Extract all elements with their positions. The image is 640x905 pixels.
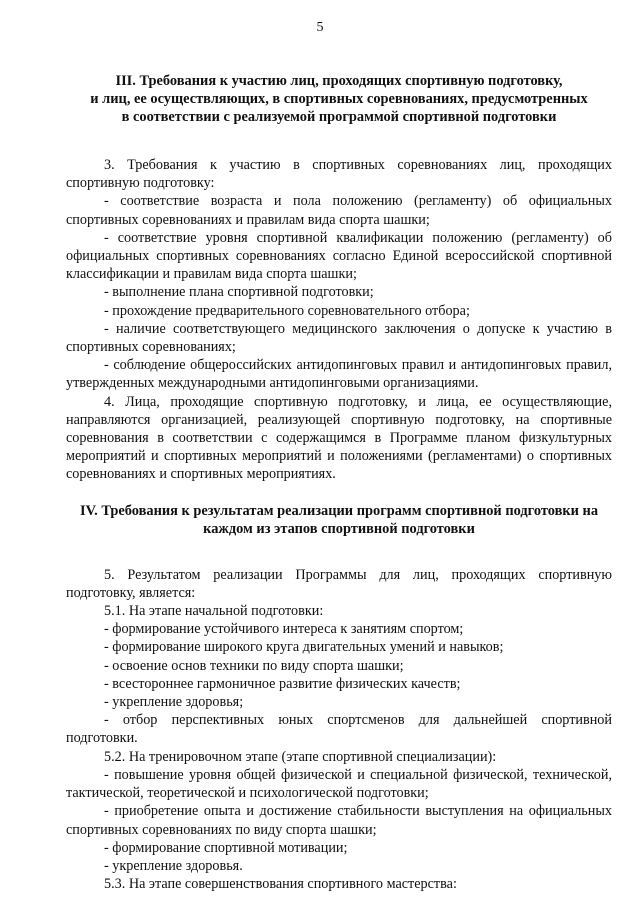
heading-line: каждом из этапов спортивной подготовки [203,520,475,537]
list-item: - освоение основ техники по виду спорта шашки; [104,657,404,674]
list-item: - укрепление здоровья; [104,694,244,711]
list-item: - формирование спортивной мотивации; [104,839,348,856]
heading-line: IV. Требования к результатам реализации программ спортивной подготовки на [79,502,599,519]
paragraph: 3. Требования к участию в спортивных соревнованиях лиц, проходящих спортивную подготовку: [66,157,612,192]
subsection-title: 5.1. На этапе начальной подготовки: [104,603,324,620]
list-item: - соответствие возраста и пола положению (регламенту) об официальных спортивных соревнованиях и правилам вида спорта шашки; [66,193,612,228]
section-4-body [66,566,612,894]
heading-line: и лиц, ее осуществляющих, в спортивных соревнованиях, предусмотренных [90,91,588,107]
list-item: - соблюдение общероссийских антидопинговых правил и антидопинговых правил, утвержденных международными антидопинговыми организациями. [66,357,612,392]
heading-line: в соответствии с реализуемой программой спортивной подготовки [121,109,557,125]
section-3-heading [66,72,612,126]
list-item: - всестороннее гармоничное развитие физических качеств; [104,675,461,692]
document-body [66,72,612,893]
list-item: - формирование широкого круга двигательных умений и навыков; [104,639,504,656]
subsection-title: 5.2. На тренировочном этапе (этапе спортивной специализации): [104,748,497,765]
list-item: - соответствие уровня спортивной квалификации положению (регламенту) об официальных спортивных соревнованиях согласно Единой всероссийской спортивной классификации и правилам вида спорта шашки; [66,229,612,283]
list-item: - укрепление здоровья. [104,857,243,874]
list-item: - приобретение опыта и достижение стабильности выступления на официальных спортивных соревнованиях по виду спорта шашки; [66,803,612,838]
heading-line: III. Требования к участию лиц, проходящих спортивную подготовку, [115,73,563,89]
list-item: - выполнение плана спортивной подготовки; [104,284,374,301]
subsection-title: 5.3. На этапе совершенствования спортивного мастерства: [104,876,457,893]
list-item: - наличие соответствующего медицинского заключения о допуске к участию в спортивных соревнованиях; [66,320,612,356]
paragraph: 5. Результатом реализации Программы для лиц, проходящих спортивную подготовку, является: [66,566,612,601]
list-item: - формирование устойчивого интереса к занятиям спортом; [104,621,464,638]
section-4-heading [66,502,612,538]
list-item: - отбор перспективных юных спортсменов для дальнейшей спортивной подготовки. [66,712,612,747]
list-item: - повышение уровня общей физической и специальной физической, технической, тактической, теоретической и психологической подготовки; [66,766,612,802]
list-item: - прохождение предварительного соревновательного отбора; [104,302,470,319]
paragraph: 4. Лица, проходящие спортивную подготовку, и лица, ее осуществляющие, направляются организацией, реализующей спортивную подготовку, на спортивные соревнования в соответствии с содержащимся в Программе планом физкультурных мероприятий и спортивных мероприятий и положениями (регламентами) о спортивных соревнованиях и спортивных мероприятиях. [66,393,612,483]
page-number: 5 [316,20,324,35]
section-3-body [66,156,612,484]
